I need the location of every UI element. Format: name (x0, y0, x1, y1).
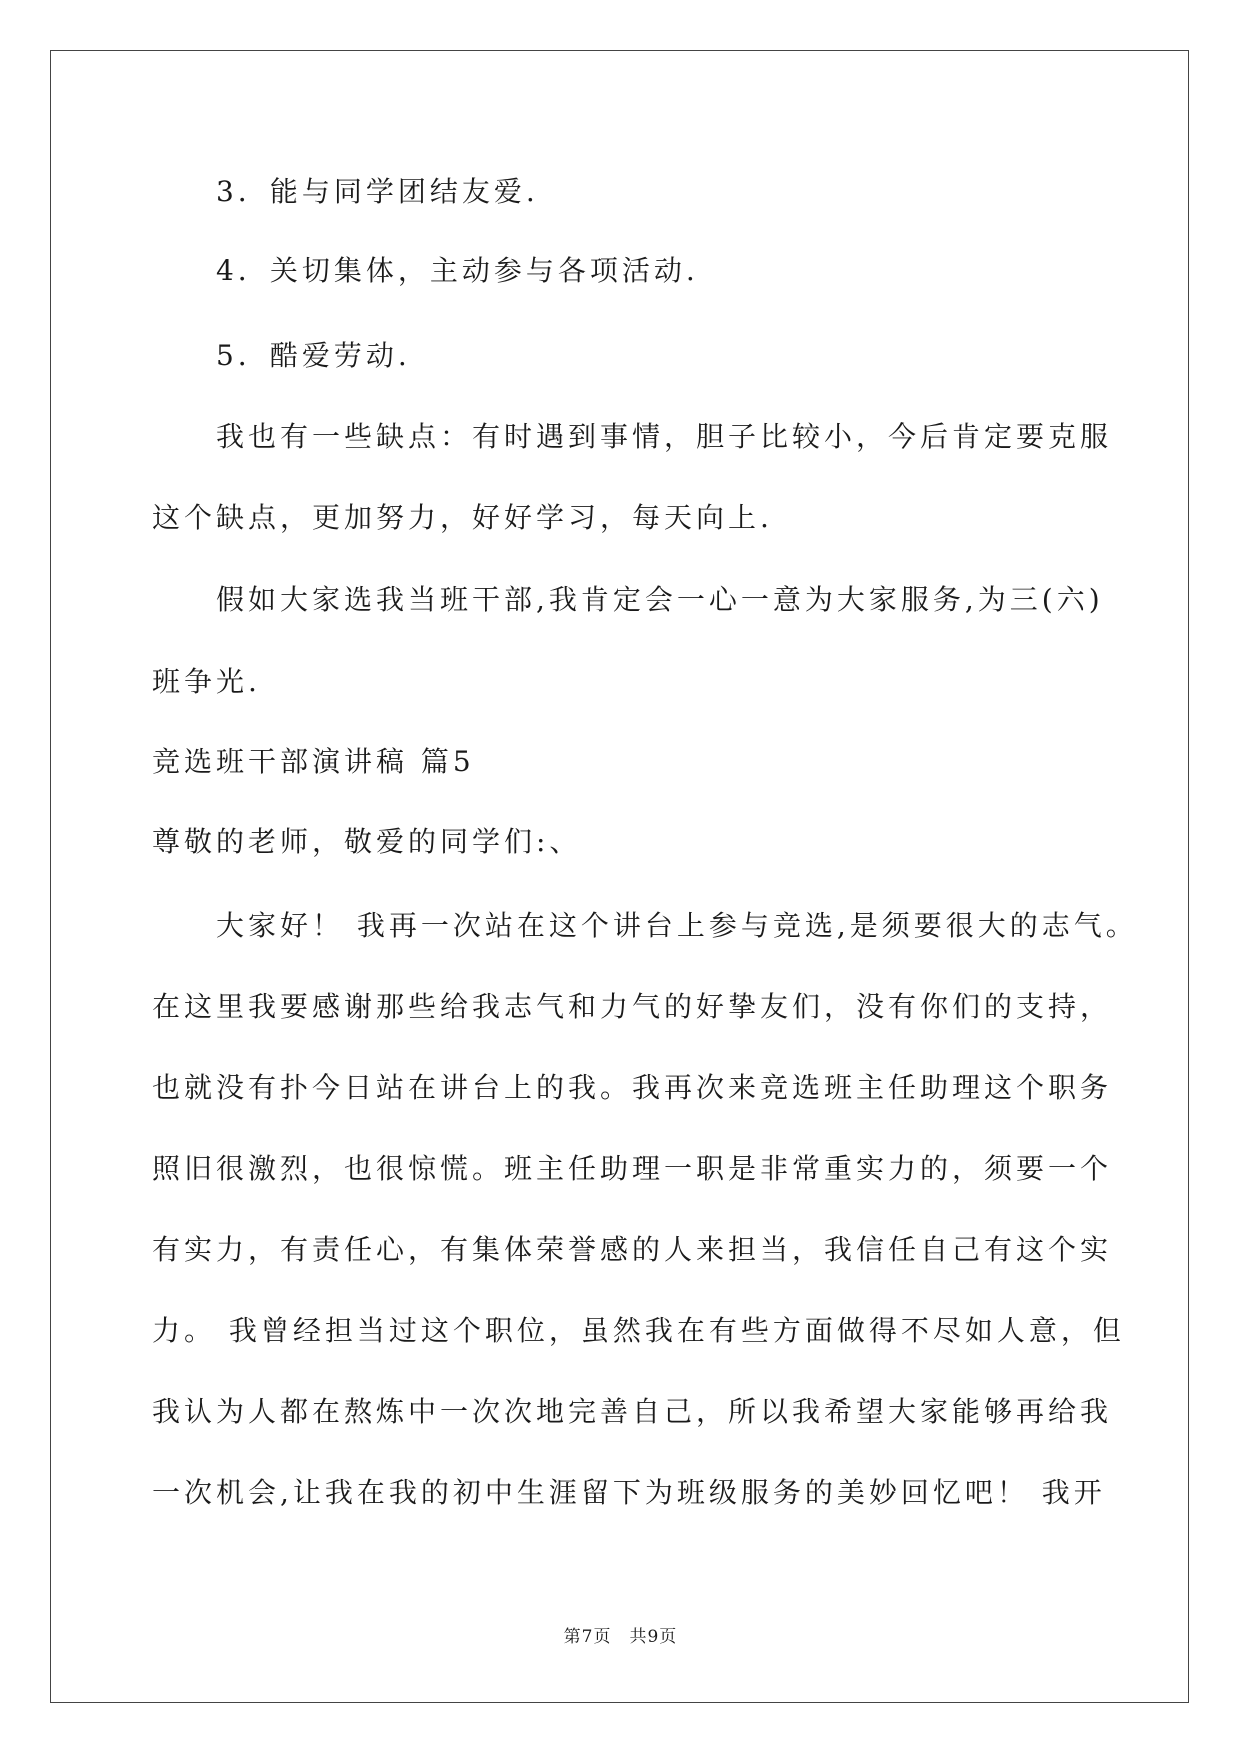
speech-line-6: 力。 我曾经担当过这个职位，虽然我在有些方面做得不尽如人意，但 (152, 1314, 1125, 1347)
speech-line-1: 大家好！ 我再一次站在这个讲台上参与竞选,是须要很大的志气。 (152, 909, 1138, 942)
text-line-promise-1: 假如大家选我当班干部,我肯定会一心一意为大家服务,为三(六) (152, 583, 1104, 616)
text-line-item-5: 5．酷爱劳动. (152, 339, 411, 372)
page-border (50, 50, 1189, 1703)
speech-line-2: 在这里我要感谢那些给我志气和力气的好挚友们，没有你们的支持， (152, 990, 1113, 1023)
text-line-item-3: 3．能与同学团结友爱. (152, 175, 539, 208)
speech-line-8: 一次机会,让我在我的初中生涯留下为班级服务的美妙回忆吧！ 我开 (152, 1476, 1106, 1509)
text-line-item-4: 4．关切集体，主动参与各项活动. (152, 254, 699, 287)
text-line-shortcomings-2: 这个缺点，更加努力，好好学习，每天向上. (152, 501, 773, 534)
speech-line-5: 有实力，有责任心，有集体荣誉感的人来担当，我信任自己有这个实 (152, 1233, 1113, 1266)
speech-line-7: 我认为人都在熬炼中一次次地完善自己，所以我希望大家能够再给我 (152, 1395, 1113, 1428)
speech-line-4: 照旧很激烈，也很惊慌。班主任助理一职是非常重实力的，须要一个 (152, 1152, 1113, 1185)
text-line-promise-2: 班争光. (152, 665, 261, 698)
speech-line-3: 也就没有扑今日站在讲台上的我。我再次来竞选班主任助理这个职务 (152, 1071, 1113, 1104)
page-number-footer: 第7页 共9页 (563, 1627, 678, 1647)
text-line-shortcomings-1: 我也有一些缺点：有时遇到事情，胆子比较小，今后肯定要克服 (152, 420, 1113, 453)
salutation: 尊敬的老师，敬爱的同学们:、 (152, 825, 582, 858)
section-heading: 竞选班干部演讲稿 篇5 (152, 745, 475, 778)
